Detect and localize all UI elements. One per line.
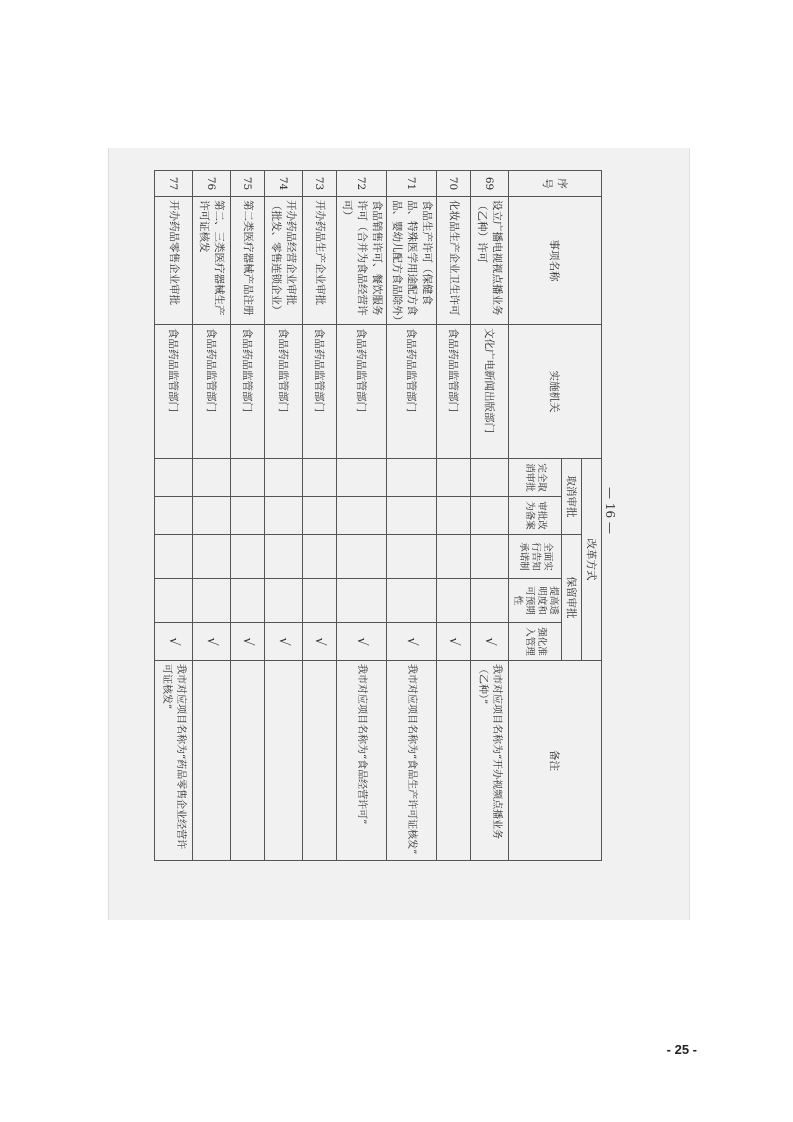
row-agency: 食品药品监管部门 bbox=[387, 325, 437, 459]
row-strengthen-check: √ bbox=[303, 623, 337, 661]
row-cancel-full bbox=[387, 459, 437, 497]
table-row bbox=[471, 171, 509, 861]
table-row bbox=[231, 171, 265, 861]
row-cancel-filing bbox=[387, 497, 437, 535]
row-agency: 文化广电新闻出版部门 bbox=[471, 325, 509, 459]
row-seq: 73 bbox=[303, 171, 337, 197]
row-retain-transparency bbox=[471, 579, 509, 623]
row-retain-transparency bbox=[265, 579, 303, 623]
row-retain-commit bbox=[387, 535, 437, 579]
row-name: 设立广播电视视点播业务（乙种）许可 bbox=[471, 197, 509, 325]
row-retain-commit bbox=[231, 535, 265, 579]
row-seq: 77 bbox=[155, 171, 193, 197]
table-row bbox=[193, 171, 231, 861]
header-retain-commit: 全面实行告知承诺制 bbox=[509, 535, 562, 579]
header-retain: 保留审批 bbox=[562, 535, 582, 661]
table-row bbox=[155, 171, 193, 861]
row-notes bbox=[303, 661, 337, 861]
row-seq: 72 bbox=[337, 171, 387, 197]
row-cancel-full bbox=[231, 459, 265, 497]
row-notes bbox=[437, 661, 471, 861]
row-cancel-full bbox=[303, 459, 337, 497]
row-retain-commit bbox=[303, 535, 337, 579]
row-seq: 69 bbox=[471, 171, 509, 197]
inner-page-number: — 16 — bbox=[603, 486, 617, 534]
row-cancel-full bbox=[337, 459, 387, 497]
row-name: 食品生产许可（保健食品、特殊医学用途配方食品、婴幼儿配方食品除外） bbox=[387, 197, 437, 325]
header-notes: 备注 bbox=[509, 661, 602, 861]
row-cancel-full bbox=[193, 459, 231, 497]
header-seq: 序号 bbox=[509, 171, 602, 197]
table-row bbox=[265, 171, 303, 861]
reform-table bbox=[154, 170, 602, 861]
row-seq: 71 bbox=[387, 171, 437, 197]
row-cancel-full bbox=[471, 459, 509, 497]
row-retain-commit bbox=[337, 535, 387, 579]
table-row bbox=[337, 171, 387, 861]
header-cancel-full: 完全取消审批 bbox=[509, 459, 562, 497]
row-retain-commit bbox=[265, 535, 303, 579]
row-retain-commit bbox=[437, 535, 471, 579]
row-strengthen-check: √ bbox=[437, 623, 471, 661]
row-agency: 食品药品监管部门 bbox=[437, 325, 471, 459]
row-name: 开办药品生产企业审批 bbox=[303, 197, 337, 325]
row-strengthen-check: √ bbox=[387, 623, 437, 661]
rotated-table bbox=[161, 170, 602, 860]
row-strengthen-check: √ bbox=[337, 623, 387, 661]
row-notes bbox=[193, 661, 231, 861]
row-strengthen-check: √ bbox=[265, 623, 303, 661]
row-agency: 食品药品监管部门 bbox=[231, 325, 265, 459]
header-name: 事项名称 bbox=[509, 197, 602, 325]
row-cancel-filing bbox=[437, 497, 471, 535]
row-seq: 70 bbox=[437, 171, 471, 197]
table-row bbox=[437, 171, 471, 861]
row-name: 食品销售许可、餐饮服务许可（合并为食品经营许可） bbox=[337, 197, 387, 325]
row-cancel-filing bbox=[265, 497, 303, 535]
row-cancel-filing bbox=[155, 497, 193, 535]
row-agency: 食品药品监管部门 bbox=[303, 325, 337, 459]
table-row bbox=[387, 171, 437, 861]
row-name: 第二类医疗器械产品注册 bbox=[231, 197, 265, 325]
rotated-table-wrapper bbox=[161, 170, 602, 860]
row-retain-transparency bbox=[193, 579, 231, 623]
row-agency: 食品药品监管部门 bbox=[337, 325, 387, 459]
row-strengthen-check: √ bbox=[471, 623, 509, 661]
header-strengthen: 强化准入管理 bbox=[509, 623, 562, 661]
row-strengthen-check: √ bbox=[231, 623, 265, 661]
row-notes: 我市对应项目名称为“开办视频点播业务（乙种）” bbox=[471, 661, 509, 861]
row-cancel-full bbox=[265, 459, 303, 497]
row-agency: 食品药品监管部门 bbox=[193, 325, 231, 459]
header-reform: 改革方式 bbox=[582, 459, 602, 661]
row-agency: 食品药品监管部门 bbox=[265, 325, 303, 459]
row-cancel-filing bbox=[193, 497, 231, 535]
row-retain-transparency bbox=[231, 579, 265, 623]
row-cancel-full bbox=[437, 459, 471, 497]
row-seq: 75 bbox=[231, 171, 265, 197]
row-name: 化妆品生产企业卫生许可 bbox=[437, 197, 471, 325]
header-retain-transparency: 提高透明度和可预期性 bbox=[509, 579, 562, 623]
row-cancel-filing bbox=[303, 497, 337, 535]
header-agency: 实施机关 bbox=[509, 325, 602, 459]
row-agency: 食品药品监管部门 bbox=[155, 325, 193, 459]
row-notes: 我市对应项目名称为“药品零售企业经营许可证核发” bbox=[155, 661, 193, 861]
row-name: 开办药品经营企业审批（批发、零售连锁企业） bbox=[265, 197, 303, 325]
row-cancel-filing bbox=[471, 497, 509, 535]
row-retain-transparency bbox=[387, 579, 437, 623]
row-retain-transparency bbox=[337, 579, 387, 623]
row-retain-commit bbox=[155, 535, 193, 579]
row-name: 第二、三类医疗器械生产许可证核发 bbox=[193, 197, 231, 325]
table-row bbox=[303, 171, 337, 861]
row-name: 开办药品零售企业审批 bbox=[155, 197, 193, 325]
row-cancel-filing bbox=[337, 497, 387, 535]
row-retain-transparency bbox=[437, 579, 471, 623]
row-cancel-filing bbox=[231, 497, 265, 535]
row-seq: 76 bbox=[193, 171, 231, 197]
row-notes bbox=[265, 661, 303, 861]
row-notes bbox=[231, 661, 265, 861]
row-strengthen-check: √ bbox=[193, 623, 231, 661]
row-retain-transparency bbox=[155, 579, 193, 623]
row-cancel-full bbox=[155, 459, 193, 497]
row-notes: 我市对应项目名称为“食品生产许可证核发” bbox=[387, 661, 437, 861]
row-retain-commit bbox=[471, 535, 509, 579]
row-retain-commit bbox=[193, 535, 231, 579]
row-seq: 74 bbox=[265, 171, 303, 197]
row-retain-transparency bbox=[303, 579, 337, 623]
header-cancel-filing: 审批改为备案 bbox=[509, 497, 562, 535]
row-notes: 我市对应项目名称为“食品经营许可” bbox=[337, 661, 387, 861]
row-strengthen-check: √ bbox=[155, 623, 193, 661]
header-cancel: 取消审批 bbox=[562, 459, 582, 535]
page-number: - 25 - bbox=[666, 1042, 697, 1057]
